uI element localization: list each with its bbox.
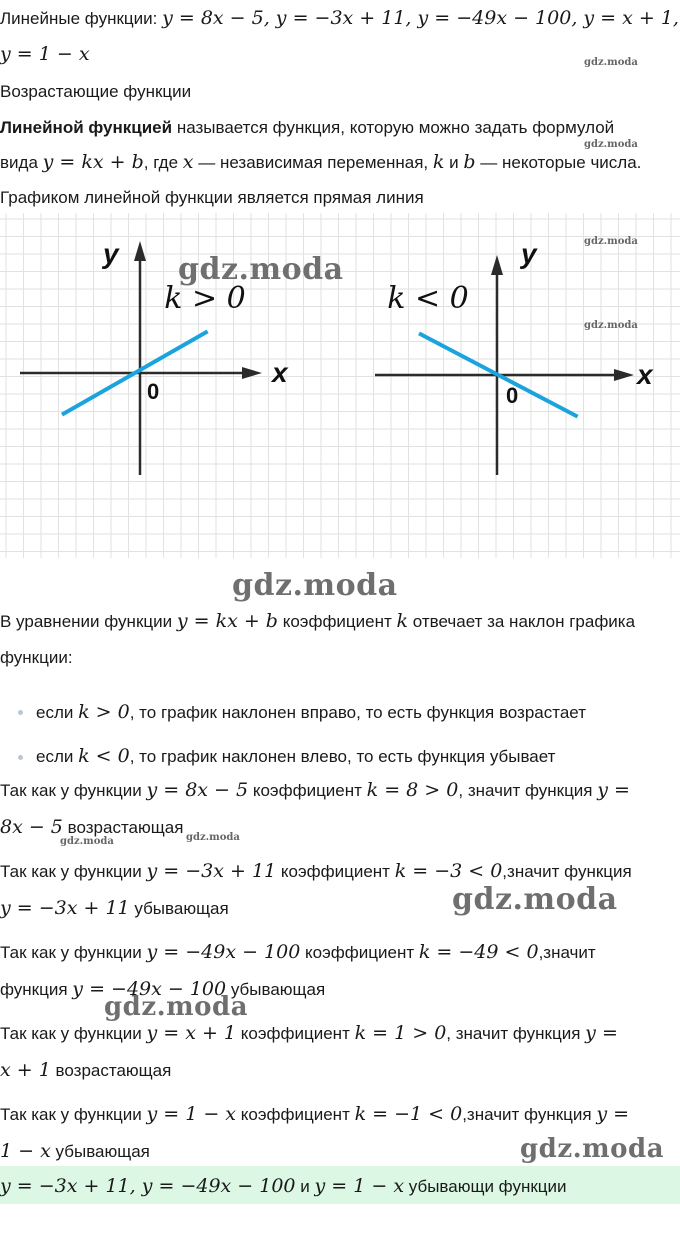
bullet-post: , то график наклонен влево, то есть функция убывает [129, 747, 556, 766]
definition-line-1 [0, 116, 614, 140]
coef-text-1: В уравнении функции [0, 612, 173, 631]
case-k-value: k = 1 > 0 [354, 1022, 447, 1044]
case-result: убывающая [230, 980, 326, 999]
case-intro: Так как у функции [0, 862, 142, 881]
case-line-1 [0, 940, 596, 965]
case-k-value: k = −49 < 0 [418, 941, 539, 963]
case-formula-cont: 1 − x [0, 1140, 51, 1162]
coef-line-1 [0, 609, 635, 634]
slope-label: k > 0 [164, 281, 246, 316]
definition-vida: вида [0, 153, 38, 172]
case-coef: коэффициент [240, 1024, 350, 1043]
watermark-small: gdz.moda [584, 320, 638, 331]
case-result: возрастающая [55, 1061, 172, 1080]
case-intro: Так как у функции [0, 943, 142, 962]
x-axis-label: x [272, 357, 288, 388]
bullet-math: k > 0 [78, 701, 130, 723]
coef-k: k [396, 610, 409, 632]
case-coef: коэффициент [252, 781, 362, 800]
watermark-small: gdz.moda [584, 236, 638, 247]
case-formula: y = −3x + 11 [146, 860, 277, 882]
slope-label: k < 0 [387, 281, 469, 316]
x-axis-arrow [242, 367, 262, 379]
conclusion-and: и [300, 1177, 310, 1196]
origin-label: 0 [147, 379, 160, 404]
definition-text-1: называется функция, которую можно задать формулой [176, 118, 615, 137]
case-intro: Так как у функции [0, 1105, 142, 1124]
conclusion-text: убывающи функции [408, 1177, 567, 1196]
case-k-value: k = 8 > 0 [366, 779, 459, 801]
graph-description: Графиком линейной функции является прямая линия [0, 188, 424, 207]
conclusion-line [0, 1174, 567, 1199]
watermark-small: gdz.moda [584, 139, 638, 150]
increasing-header: Возрастающие функции [0, 82, 192, 101]
case-intro: Так как у функции [0, 1024, 142, 1043]
functions-list-line-2 [0, 42, 90, 67]
coef-text-3: отвечает за наклон графика [412, 612, 636, 631]
conclusion-formulas: y = −3x + 11, y = −49x − 100 [0, 1175, 296, 1197]
watermark-large: gdz.moda [520, 1134, 665, 1164]
case-y: y = [597, 779, 630, 801]
case-formula-cont: y = −3x + 11 [0, 897, 130, 919]
functions-list-formulas: y = 8x − 5, y = −3x + 11, y = −49x − 100, y = x + 1, [162, 7, 679, 29]
bullet-math: k < 0 [78, 745, 130, 767]
case-formula: y = x + 1 [146, 1022, 237, 1044]
case-line-1 [0, 1021, 618, 1046]
bullet-pre: если [36, 703, 74, 722]
bullet-item [36, 700, 586, 725]
conclusion-formula-last: y = 1 − x [314, 1175, 405, 1197]
case-result: убывающая [55, 1142, 150, 1161]
chart-panel [375, 238, 654, 475]
watermark-large: gdz.moda [232, 568, 398, 603]
case-line-2 [0, 1058, 171, 1083]
bullet-post: , то график наклонен вправо, то есть функция возрастает [129, 703, 586, 722]
bullet-pre: если [36, 747, 74, 766]
case-coef: коэффициент [280, 862, 390, 881]
origin-label: 0 [506, 383, 519, 408]
watermark-small: gdz.moda [60, 836, 114, 847]
case-line-1 [0, 1102, 629, 1127]
case-then: ,значит [538, 943, 596, 962]
case-intro: Так как у функции [0, 781, 142, 800]
x-axis-arrow [614, 369, 634, 381]
definition-where: , где [143, 153, 179, 172]
definition-independent: — независимая переменная, [198, 153, 429, 172]
definition-and: и [449, 153, 459, 172]
coef-text-2: коэффициент [282, 612, 392, 631]
case-result: убывающая [134, 899, 229, 918]
watermark-large: gdz.moda [452, 882, 618, 917]
case-formula: y = 1 − x [146, 1103, 237, 1125]
case-line-2 [0, 1139, 150, 1164]
bullet-dot [18, 755, 23, 760]
watermark-small: gdz.moda [584, 57, 638, 68]
case-y: y = [585, 1022, 618, 1044]
watermark-large: gdz.moda [178, 252, 344, 287]
case-formula-cont: y = −49x − 100 [72, 978, 227, 1000]
functions-list-formula-last: y = 1 − x [0, 43, 90, 65]
watermark-small: gdz.moda [186, 832, 240, 843]
coef-formula: y = kx + b [176, 610, 278, 632]
y-axis-arrow [134, 241, 146, 261]
definition-line-2 [0, 150, 641, 175]
case-k-value: k = −1 < 0 [354, 1103, 463, 1125]
y-axis-arrow [491, 255, 503, 275]
y-axis-label: y [521, 238, 537, 269]
case-y: y = [596, 1103, 630, 1125]
case-line-2 [0, 896, 229, 921]
coef-line-2: функции: [0, 648, 73, 667]
case-formula: y = 8x − 5 [146, 779, 249, 801]
watermark-large: gdz.moda [104, 992, 249, 1022]
case-then: , значит функция [458, 781, 593, 800]
definition-k: k [432, 151, 445, 173]
case-then: ,значит функция [462, 1105, 592, 1124]
case-function-word: функция [0, 980, 68, 999]
functions-list-line-1 [0, 6, 679, 31]
functions-list-prefix: Линейные функции: [0, 9, 158, 28]
case-formula-cont: x + 1 [0, 1059, 51, 1081]
definition-formula: y = kx + b [42, 151, 144, 173]
case-then: , значит функция [446, 1024, 581, 1043]
case-formula: y = −49x − 100 [146, 941, 301, 963]
y-axis-label: y [103, 238, 119, 269]
definition-constants: — некоторые числа. [480, 153, 642, 172]
x-axis-label: x [637, 359, 653, 390]
case-line-1 [0, 859, 632, 884]
case-formula-cont: 8x − 5 [0, 816, 63, 838]
case-k-value: k = −3 < 0 [394, 860, 503, 882]
definition-term: Линейной функцией [0, 118, 173, 137]
definition-x: x [182, 151, 194, 173]
definition-b: b [463, 151, 476, 173]
bullet-item [36, 744, 555, 769]
bullet-dot [18, 710, 23, 715]
case-coef: коэффициент [305, 943, 415, 962]
case-then: ,значит функция [502, 862, 632, 881]
case-result: возрастающая [67, 818, 184, 837]
case-coef: коэффициент [240, 1105, 350, 1124]
case-line-1 [0, 778, 630, 803]
